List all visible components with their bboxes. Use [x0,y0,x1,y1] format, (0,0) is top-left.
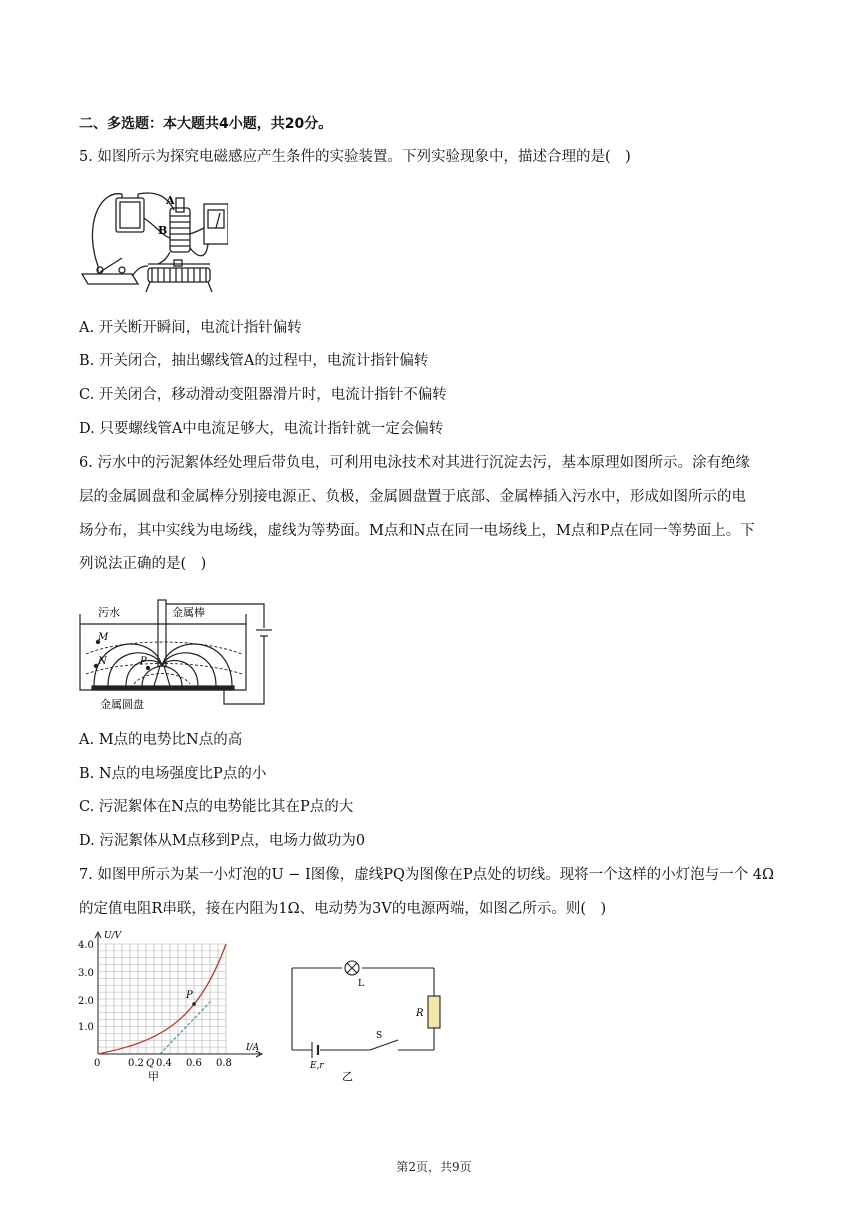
q6-option-a[interactable]: A. M点的电势比N点的高 [79,732,243,748]
page-footer: 第2页，共9页 [396,1160,472,1174]
q6-label-m: M [98,632,109,643]
q7-circuit-caption: 乙 [342,1070,353,1083]
q7-x-tick-06: 0.6 [186,1058,202,1069]
q6-label-p: P [140,656,147,667]
q6-label-n: N [98,656,107,667]
q5-label-b: B [158,224,168,237]
q7-x-tick-08: 0.8 [216,1058,232,1069]
q6-label-rod: 金属棒 [172,606,205,619]
q6-stem-line-3: 场分布，其中实线为电场线，虚线为等势面。M点和N点在同一电场线上，M点和P点在同一等势面上。下 [79,523,755,539]
q7-label-p: P [186,990,193,1001]
q5-option-c[interactable]: C. 开关闭合，移动滑动变阻器滑片时，电流计指针不偏转 [79,387,447,403]
q6-stem-line-2: 层的金属圆盘和金属棒分别接电源正、负极，金属圆盘置于底部、金属棒插入污水中，形成如图所示的电 [79,489,746,505]
q7-x-tick-04: 0.4 [156,1058,172,1069]
q6-option-c[interactable]: C. 污泥絮体在N点的电势能比其在P点的大 [79,799,354,815]
q6-electrophoresis-figure [74,594,284,714]
q6-option-b[interactable]: B. N点的电场强度比P点的小 [79,766,267,782]
section-title: 二、多选题：本大题共4小题，共20分。 [79,116,333,132]
q6-stem-line-4: 列说法正确的是( ) [79,556,207,572]
q7-y-tick-3: 3.0 [78,968,94,979]
q7-y-axis-label: U/V [104,931,122,941]
q7-y-tick-1: 1.0 [78,1022,94,1033]
q5-option-d[interactable]: D. 只要螺线管A中电流足够大，电流计指针就一定会偏转 [79,421,444,437]
q5-label-a: A [166,194,175,207]
q6-label-disk: 金属圆盘 [100,698,144,711]
q7-lamp-label: L [358,979,364,989]
q6-option-d[interactable]: D. 污泥絮体从M点移到P点，电场力做功为0 [79,833,366,849]
q7-resistor-label: R [416,1008,424,1019]
q7-x-tick-02: 0.2 [128,1058,144,1069]
q7-label-q: Q [146,1058,155,1069]
q5-option-a[interactable]: A. 开关断开瞬间，电流计指针偏转 [79,320,302,336]
q7-switch-label: S [376,1031,383,1041]
q7-ui-graph [76,926,272,1084]
q7-stem-line-1: 7. 如图甲所示为某一小灯泡的U − I图像，虚线PQ为图像在P点处的切线。现将一个这样的小灯泡与一个 4Ω [79,867,775,883]
q7-x-tick-0: 0 [94,1058,101,1069]
q7-graph-caption: 甲 [148,1070,159,1083]
q7-x-axis-label: I/A [246,1043,260,1053]
q6-label-water: 污水 [98,606,120,619]
q6-stem-line-1: 6. 污水中的污泥絮体经处理后带负电，可利用电泳技术对其进行沉淀去污，基本原理如图所示。涂有绝缘 [79,455,750,471]
q7-source-label: E,r [310,1061,324,1071]
q7-resistor-r [428,996,440,1028]
q7-y-tick-2: 2.0 [78,996,94,1007]
q5-apparatus-figure [78,188,228,294]
q7-circuit [284,954,450,1084]
q7-y-tick-4: 4.0 [78,940,94,951]
q5-option-b[interactable]: B. 开关闭合，抽出螺线管A的过程中，电流计指针偏转 [79,353,429,369]
q5-stem: 5. 如图所示为探究电磁感应产生条件的实验装置。下列实验现象中，描述合理的是( ) [79,149,631,165]
q7-stem-line-2: 的定值电阻R串联，接在内阻为1Ω、电动势为3V的电源两端，如图乙所示。则( ) [79,901,607,917]
